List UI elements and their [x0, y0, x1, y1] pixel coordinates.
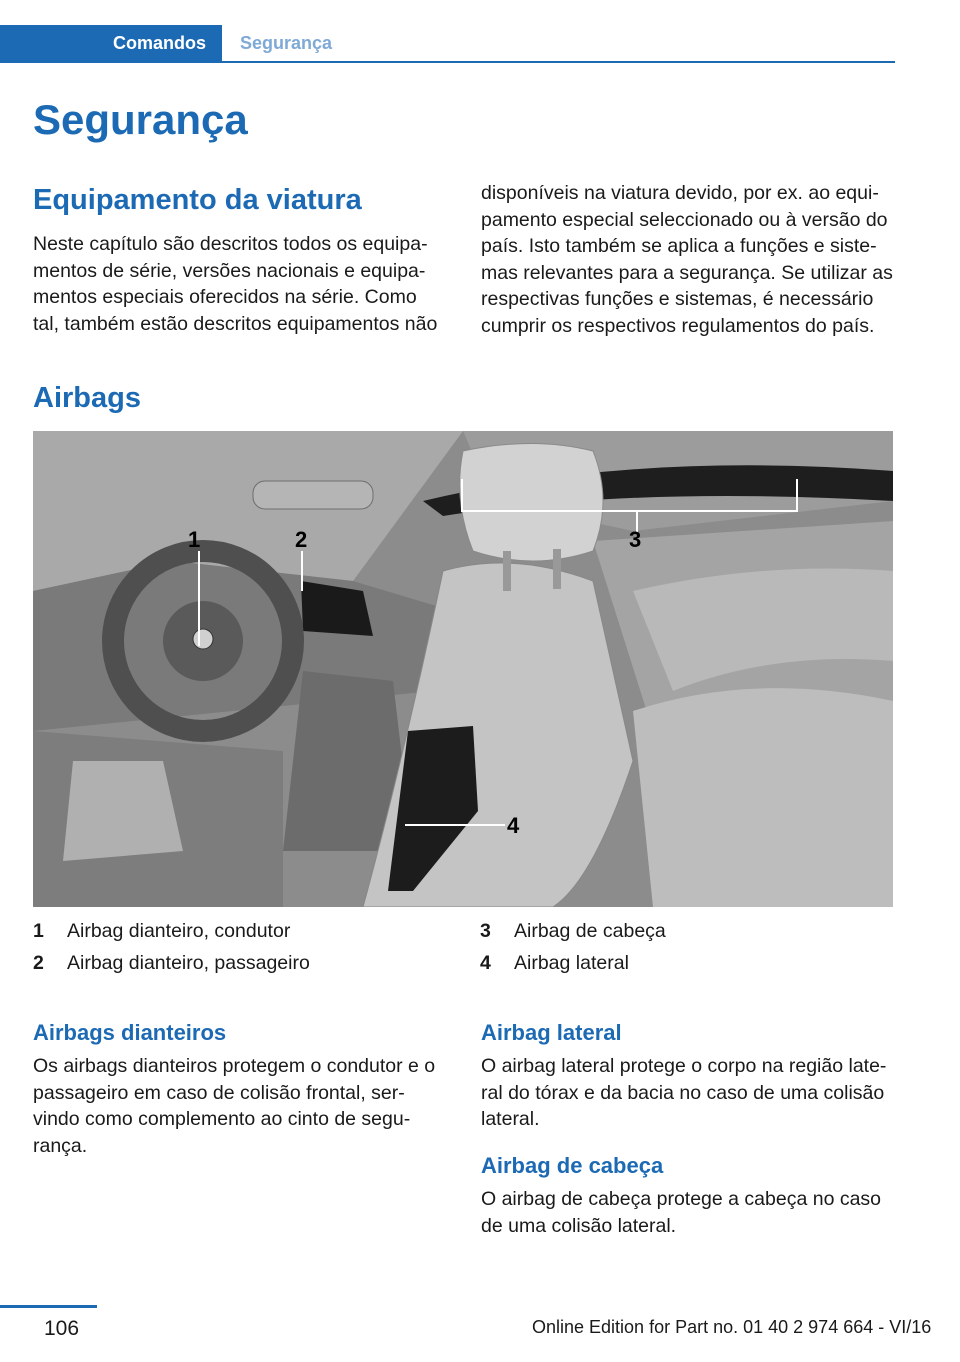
text-line: ral do tórax e da bacia no caso de uma colisão	[481, 1081, 885, 1104]
legend-number: 4	[480, 952, 491, 974]
legend-number: 3	[480, 920, 491, 942]
airbag-legend-right	[480, 915, 900, 979]
text-line: cumprir os respectivos regulamentos do país.	[481, 314, 875, 337]
airbags-figure	[33, 431, 893, 907]
text-line: passageiro em caso de colisão frontal, ser‐	[33, 1081, 405, 1104]
callout-line-4	[405, 824, 505, 826]
legend-number: 2	[33, 952, 44, 974]
footer-divider	[0, 1305, 97, 1308]
airbag-legend-left	[33, 915, 453, 979]
text-line: país. Isto também se aplica a funções e siste‐	[481, 235, 877, 257]
text-line: tal, também estão descritos equipamentos não	[33, 312, 438, 335]
legend-item	[33, 947, 453, 979]
side-airbag-text	[481, 1053, 906, 1133]
equipment-text-right	[481, 180, 901, 339]
header-tab-bar	[0, 25, 895, 63]
callout-number-1: 1	[188, 527, 201, 552]
legend-item	[480, 947, 900, 979]
legend-text: Airbag lateral	[514, 952, 629, 974]
equipment-text-left	[33, 231, 453, 337]
text-line: rança.	[33, 1134, 88, 1157]
text-line: vindo como complemento ao cinto de segu‐	[33, 1108, 411, 1130]
callout-bracket-3	[461, 479, 798, 512]
text-line: O airbag de cabeça protege a cabeça no caso	[481, 1188, 882, 1210]
tab-seguranca[interactable]: Segurança	[240, 33, 333, 53]
legend-text: Airbag dianteiro, passageiro	[67, 952, 310, 974]
legend-number: 1	[33, 920, 44, 942]
legend-text: Airbag de cabeça	[514, 920, 666, 942]
text-line: de uma colisão lateral.	[481, 1214, 677, 1237]
text-line: pamento especial seleccionado ou à versão do	[481, 208, 888, 231]
subsection-title-head-airbag: Airbag de cabeça	[481, 1153, 664, 1178]
head-airbag-text	[481, 1186, 906, 1239]
callout-number-2: 2	[295, 527, 308, 552]
front-airbags-text	[33, 1053, 458, 1159]
text-line: lateral.	[481, 1108, 540, 1130]
text-line: Os airbags dianteiros protegem o condutor e o	[33, 1055, 436, 1077]
section-title-airbags: Airbags	[33, 382, 141, 414]
section-title-equipment: Equipamento da viatura	[33, 184, 362, 216]
text-line: respectivas funções e sistemas, é necessário	[481, 288, 874, 310]
callout-number-3: 3	[629, 527, 642, 552]
tab-comandos[interactable]: Comandos	[0, 25, 222, 61]
subsection-title-front-airbags: Airbags dianteiros	[33, 1020, 227, 1045]
text-line: Neste capítulo são descritos todos os equipa‐	[33, 233, 428, 255]
callout-number-4: 4	[507, 813, 520, 838]
subsection-title-side-airbag: Airbag lateral	[481, 1020, 622, 1045]
text-line: O airbag lateral protege o corpo na região late‐	[481, 1055, 887, 1077]
legend-text: Airbag dianteiro, condutor	[67, 920, 291, 942]
callout-line-2	[301, 551, 303, 591]
legend-item	[480, 915, 900, 947]
text-line: mentos de série, versões nacionais e equipa‐	[33, 259, 426, 282]
text-line: mentos especiais oferecidos na série. Como	[33, 286, 417, 308]
edition-note: Online Edition for Part no. 01 40 2 974 664 - VI/16	[532, 1317, 932, 1337]
page-title: Segurança	[33, 96, 248, 143]
text-line: mas relevantes para a segurança. Se utilizar as	[481, 261, 893, 284]
callout-line-1	[198, 551, 200, 646]
page-number: 106	[44, 1317, 80, 1340]
text-line: disponíveis na viatura devido, por ex. ao equi‐	[481, 182, 879, 204]
legend-item	[33, 915, 453, 947]
